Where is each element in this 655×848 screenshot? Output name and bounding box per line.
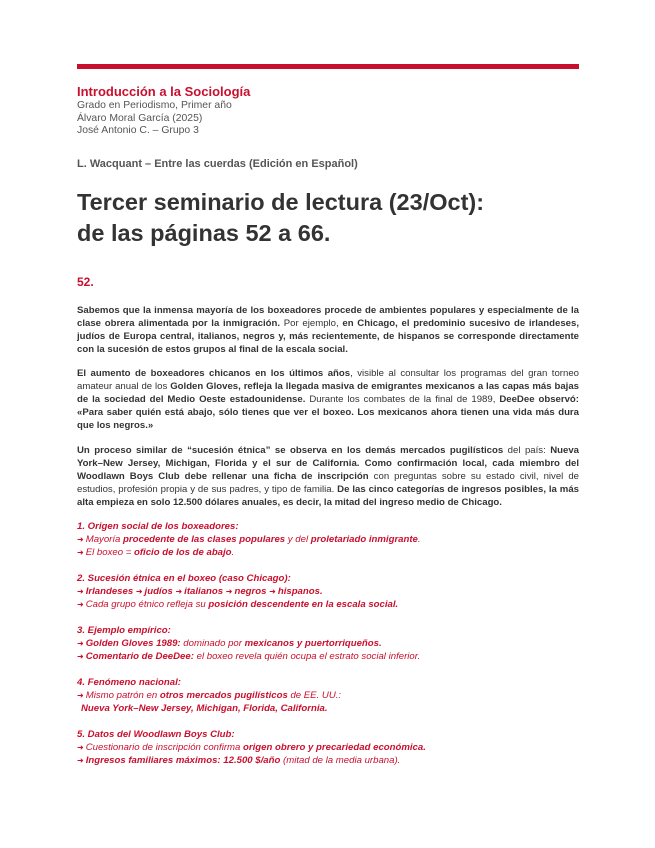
- note-2-heading: 2. Sucesión étnica en el boxeo (caso Chicago):: [77, 573, 291, 584]
- note-text: y del: [285, 534, 311, 545]
- note-5-line-1: [77, 741, 579, 754]
- arrow-right-icon: ➜: [77, 691, 84, 700]
- document-header: [77, 84, 579, 138]
- p3-bold-2: Nueva York–New Jersey, Michigan, Florida y el sur de California. Como confirmación local, cada miembro del Woodlawn Boys Club debe rellenar una ficha de inscripción: [77, 445, 579, 482]
- note-1: [77, 520, 579, 559]
- note-1-line-1: ➜ Mayoría procedente de las clases populares y del proletariado inmigrante.: [77, 534, 421, 545]
- note-emphasis: judíos: [144, 586, 176, 597]
- arrow-right-icon: ➜: [77, 639, 84, 648]
- paragraph-3: [77, 444, 579, 509]
- degree-line: Grado en Periodismo, Primer año: [77, 100, 232, 111]
- course-title: Introducción a la Sociología: [77, 84, 251, 99]
- note-text: el boxeo revela quién ocupa el estrato social inferior.: [193, 651, 421, 662]
- arrow-right-icon: ➜: [77, 743, 84, 752]
- note-emphasis: mexicanos y puertorriqueños.: [244, 638, 382, 649]
- note-emphasis: Irlandeses: [85, 586, 136, 597]
- arrow-right-icon: ➜: [77, 548, 84, 557]
- arrow-right-icon: ➜: [77, 587, 84, 596]
- p2-text-2: Durante los combates de la final de 1989,: [305, 394, 500, 405]
- arrow-right-icon: ➜: [175, 587, 183, 596]
- p2-bold-3: DeeDee observó: «Para saber quién está abajo, sólo tienes que ver el boxeo. Los mexicanos ahora tienen una vida más dura que los negros.»: [77, 394, 579, 431]
- note-text: dominado por: [180, 638, 245, 649]
- page-title: [77, 187, 579, 249]
- note-emphasis: origen obrero y precariedad económica.: [243, 742, 426, 753]
- note-3-line-2: [77, 650, 579, 663]
- paragraph-1: [77, 304, 579, 356]
- arrow-right-icon: ➜: [77, 652, 84, 661]
- page-number: 52.: [77, 275, 94, 289]
- arrow-right-icon: ➜: [77, 535, 84, 544]
- note-text: Mayoría: [85, 534, 124, 545]
- note-emphasis: hispanos.: [277, 586, 323, 597]
- paragraph-2: [77, 367, 579, 432]
- notes-section: [77, 520, 579, 780]
- note-4-heading: 4. Fenómeno nacional:: [77, 677, 181, 688]
- arrow-right-icon: ➜: [77, 600, 84, 609]
- arrow-right-icon: ➜: [77, 756, 84, 765]
- note-emphasis: Nueva York–New Jersey, Michigan, Florida, California.: [81, 703, 328, 714]
- note-emphasis: Ingresos familiares máximos: 12.500 $/año: [85, 755, 281, 766]
- note-emphasis: procedente de las clases populares: [123, 534, 286, 545]
- note-text: El boxeo =: [85, 547, 134, 558]
- note-4-line-1: [77, 689, 579, 702]
- note-emphasis: Golden Gloves 1989:: [85, 638, 181, 649]
- arrow-right-icon: ➜: [269, 587, 276, 596]
- p2-bold-1: El aumento de boxeadores chicanos en los últimos años: [77, 368, 351, 379]
- group-line: José Antonio C. – Grupo 3: [77, 125, 199, 136]
- note-5-line-2: [77, 754, 579, 767]
- note-emphasis: proletariado inmigrante: [310, 534, 418, 545]
- note-emphasis: posición descendente en la escala social.: [208, 599, 399, 610]
- p3-text-2: con preguntas sobre su estado civil, nivel de estudios, profesión propia y de sus padres, y tipo de familia.: [77, 471, 579, 495]
- p3-bold-1: Un proceso similar de “sucesión étnica” se observa en los demás mercados pugilísticos: [77, 445, 504, 456]
- note-4: [77, 676, 579, 715]
- book-reference: L. Wacquant – Entre las cuerdas (Edición en Español): [77, 158, 358, 170]
- note-emphasis: Comentario de DeeDee:: [85, 651, 194, 662]
- p2-text-1: , visible al consultar los programas del gran torneo amateur anual de los: [77, 368, 579, 392]
- title-line-2: de las páginas 52 a 66.: [77, 220, 331, 246]
- note-2: [77, 572, 579, 611]
- note-2-line-2: [77, 598, 579, 611]
- note-text: Cada grupo étnico refleja su: [85, 599, 209, 610]
- note-emphasis: oficio de los de abajo: [133, 547, 232, 558]
- top-rule: [77, 64, 579, 69]
- note-1-line-2: ➜ El boxeo = oficio de los de abajo.: [77, 547, 235, 558]
- title-line-1: Tercer seminario de lectura (23/Oct):: [77, 189, 485, 215]
- note-1-heading: 1. Origen social de los boxeadores:: [77, 521, 239, 532]
- note-text: de EE. UU.:: [287, 690, 342, 701]
- note-text: Mismo patrón en: [85, 690, 160, 701]
- note-3-line-1: [77, 637, 579, 650]
- author-line: Álvaro Moral García (2025): [77, 112, 203, 124]
- p3-bold-3: De las cinco categorías de ingresos posibles, la más alta empieza en solo 12.500 dólares anuales, es decir, la mitad del ingreso medio de Chicago.: [77, 484, 579, 508]
- note-3-heading: 3. Ejemplo empírico:: [77, 625, 171, 636]
- note-4-line-2: [77, 702, 579, 715]
- note-emphasis: negros: [234, 586, 270, 597]
- note-5: [77, 728, 579, 767]
- p3-text-1: del país:: [503, 445, 551, 456]
- p1-bold-2: en Chicago, el predominio sucesivo de irlandeses, judíos de Europa central, italianos, negros y, más recientemente, de hispanos se corresponde directamente con la sucesión de estos grupos al final de la escala social.: [77, 318, 579, 355]
- p2-bold-2: Golden Gloves, refleja la llegada masiva de emigrantes mexicanos a las capas más bajas de la sociedad del Medio Oeste estadounidense.: [77, 381, 580, 405]
- note-2-line-1: [77, 585, 579, 598]
- p1-text-1: Por ejemplo,: [280, 318, 343, 329]
- note-emphasis: otros mercados pugilísticos: [159, 690, 288, 701]
- arrow-right-icon: ➜: [225, 587, 233, 596]
- note-3: [77, 624, 579, 663]
- note-text: Cuestionario de inscripción confirma: [85, 742, 244, 753]
- note-emphasis: italianos: [184, 586, 226, 597]
- note-text: (mitad de la media urbana).: [280, 755, 401, 766]
- note-5-heading: 5. Datos del Woodlawn Boys Club:: [77, 729, 235, 740]
- p1-bold-1: Sabemos que la inmensa mayoría de los boxeadores procede de ambientes populares y especialmente de la clase obrera alimentada por la inmigración.: [77, 305, 579, 329]
- arrow-right-icon: ➜: [135, 587, 143, 596]
